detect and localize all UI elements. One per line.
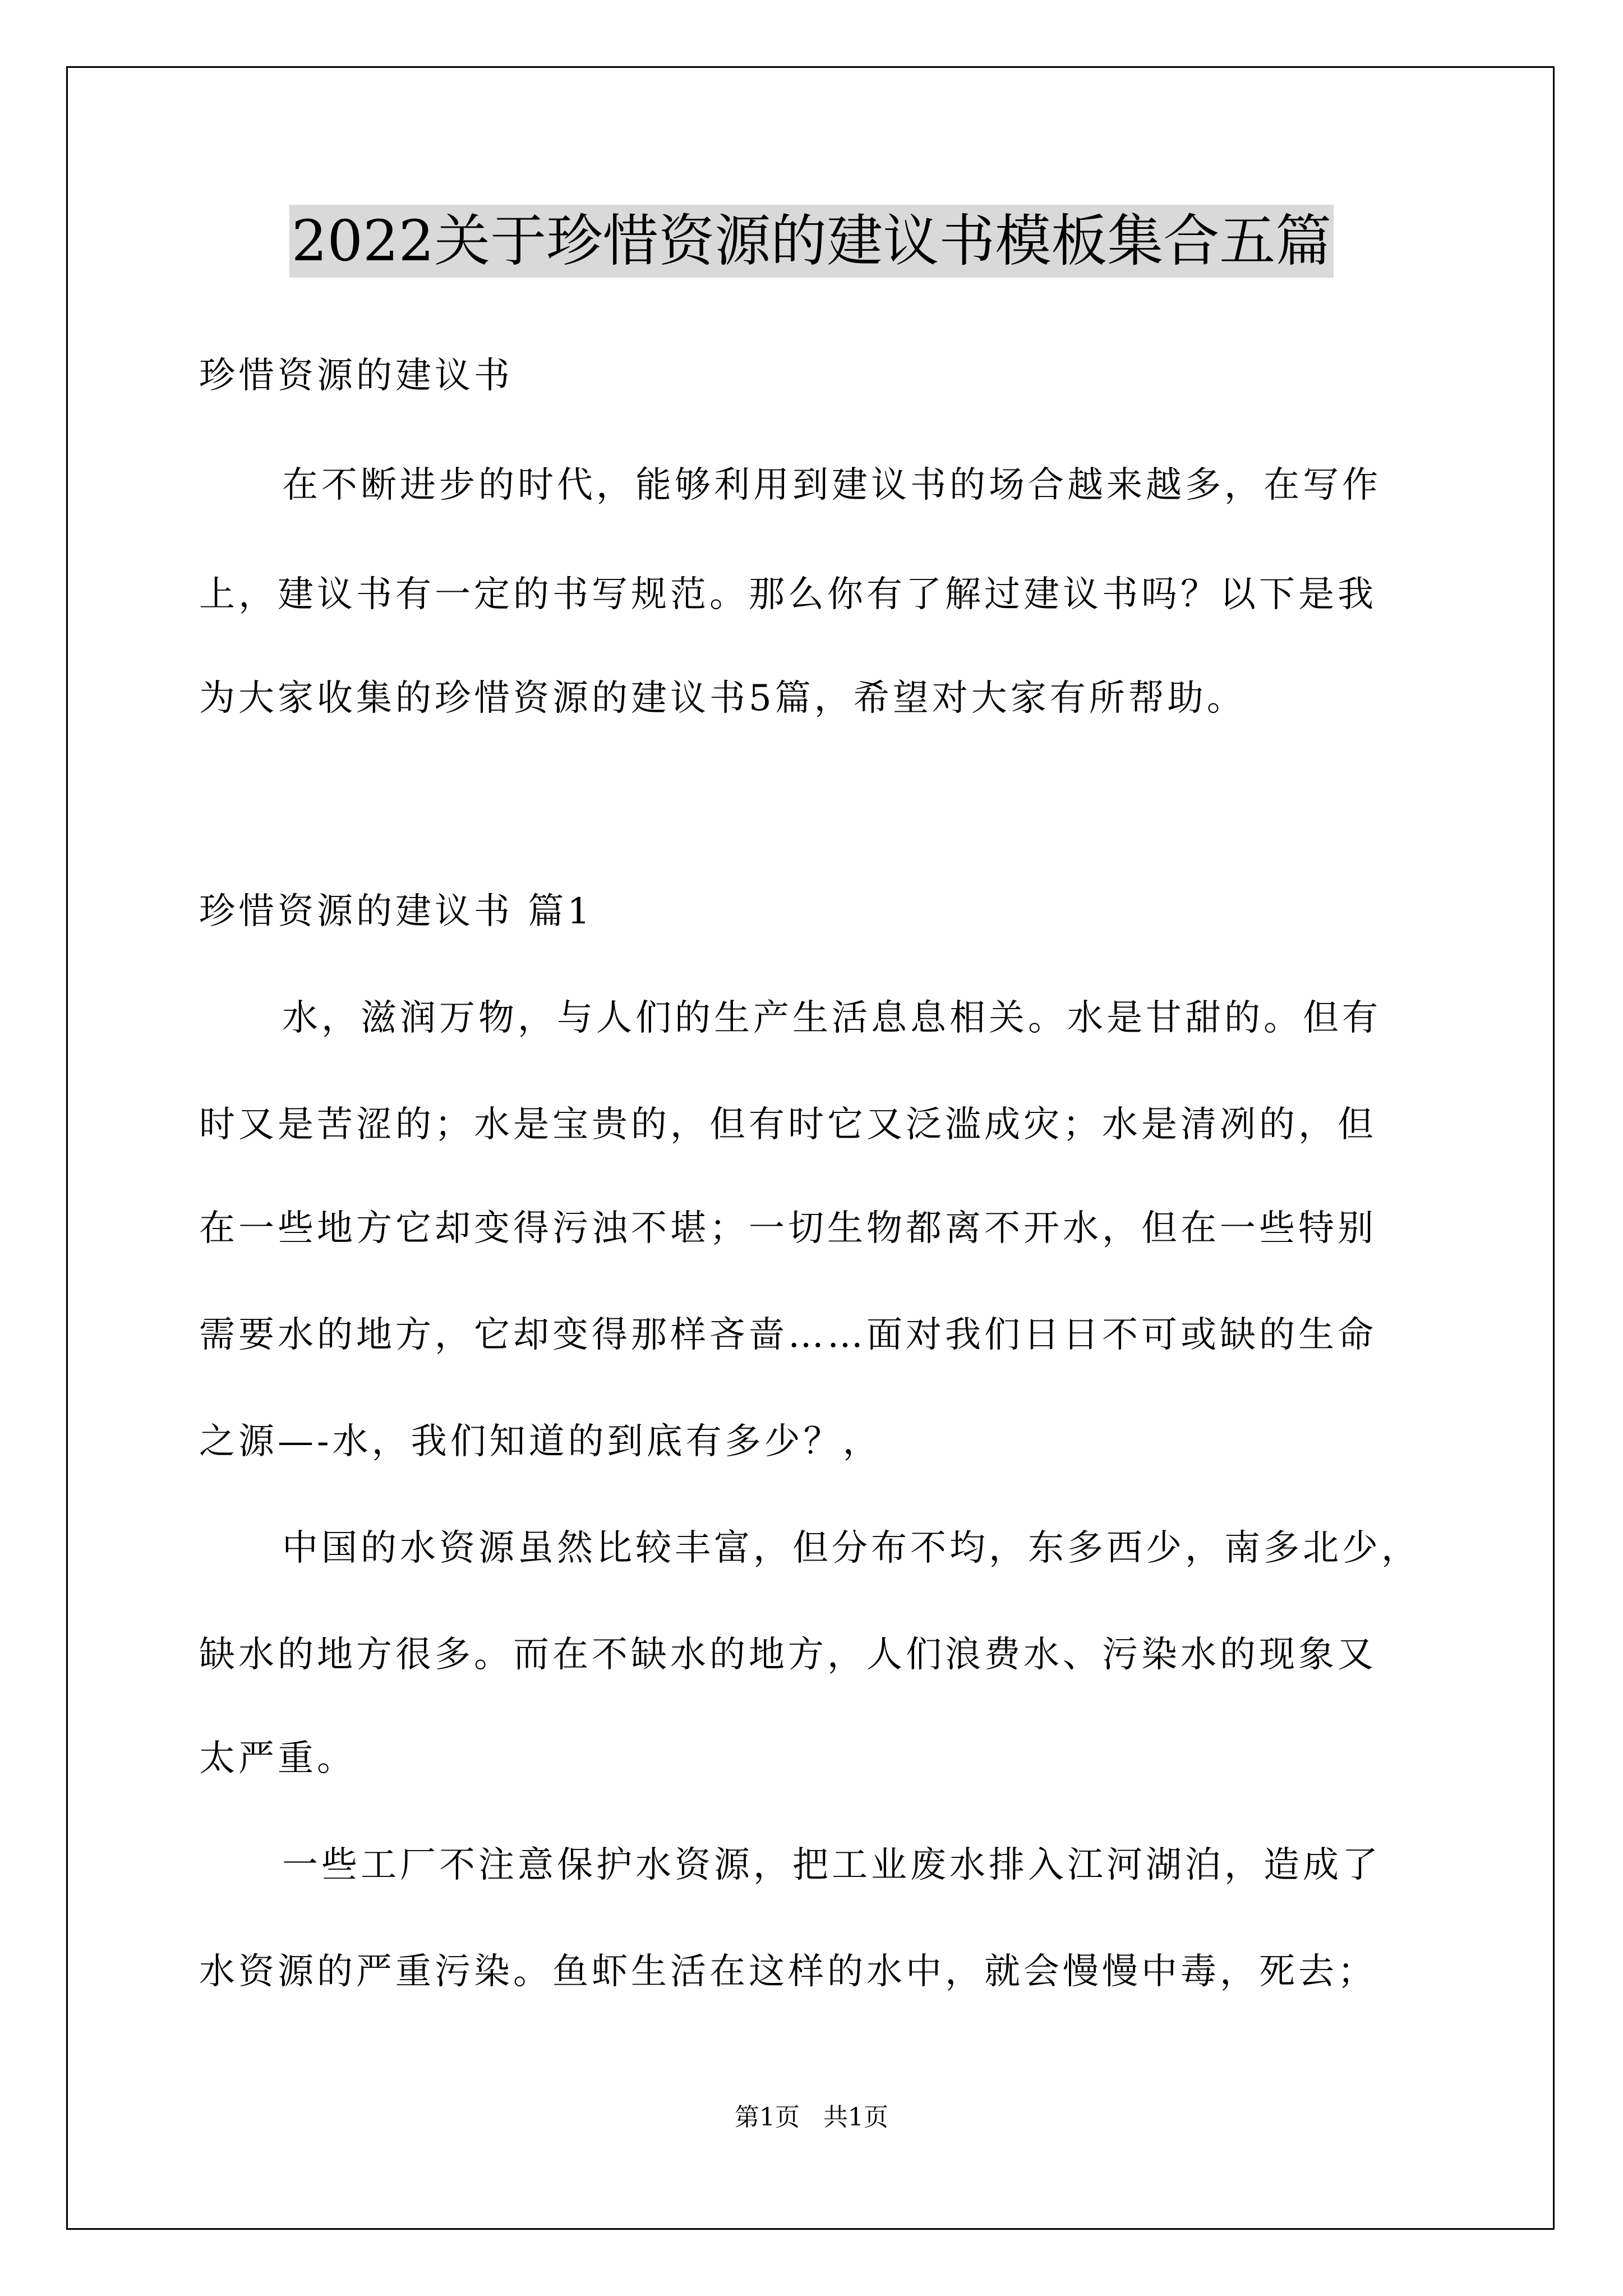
para3-line-1: 一些工厂不注意保护水资源，把工业废水排入江河湖泊，造成了: [282, 1844, 1381, 1886]
para1-line-2: 时又是苦涩的；水是宝贵的，但有时它又泛滥成灾；水是清冽的，但: [199, 1104, 1377, 1145]
para2-line-3: 太严重。: [199, 1738, 356, 1779]
title-container: [0, 205, 1623, 278]
para1-line-5: 之源—-水，我们知道的到底有多少？，: [199, 1421, 882, 1462]
para1-line-1: 水，滋润万物，与人们的生产生活息息相关。水是甘甜的。但有: [282, 997, 1381, 1039]
intro-line-3: 为大家收集的珍惜资源的建议书5篇，希望对大家有所帮助。: [199, 678, 1246, 719]
page-footer: [0, 2101, 1623, 2134]
para1-line-3: 在一些地方它却变得污浊不堪；一切生物都离不开水，但在一些特别: [199, 1208, 1377, 1249]
section-heading: 珍惜资源的建议书 篇1: [199, 891, 594, 932]
para3-line-2: 水资源的严重污染。鱼虾生活在这样的水中，就会慢慢中毒，死去；: [199, 1951, 1377, 1993]
document-title: 2022关于珍惜资源的建议书模板集合五篇: [289, 205, 1334, 278]
para1-line-4: 需要水的地方，它却变得那样吝啬……面对我们日日不可或缺的生命: [199, 1314, 1377, 1356]
para2-line-1: 中国的水资源虽然比较丰富，但分布不均，东多西少，南多北少，: [282, 1527, 1421, 1569]
para2-line-2: 缺水的地方很多。而在不缺水的地方，人们浪费水、污染水的现象又: [199, 1634, 1377, 1676]
intro-heading: 珍惜资源的建议书: [199, 355, 513, 397]
page-number-total: 共1页: [823, 2103, 888, 2132]
intro-line-1: 在不断进步的时代，能够利用到建议书的场合越来越多，在写作: [282, 464, 1381, 506]
page-number-current: 第1页: [735, 2103, 800, 2132]
intro-line-2: 上，建议书有一定的书写规范。那么你有了解过建议书吗？以下是我: [199, 574, 1377, 615]
